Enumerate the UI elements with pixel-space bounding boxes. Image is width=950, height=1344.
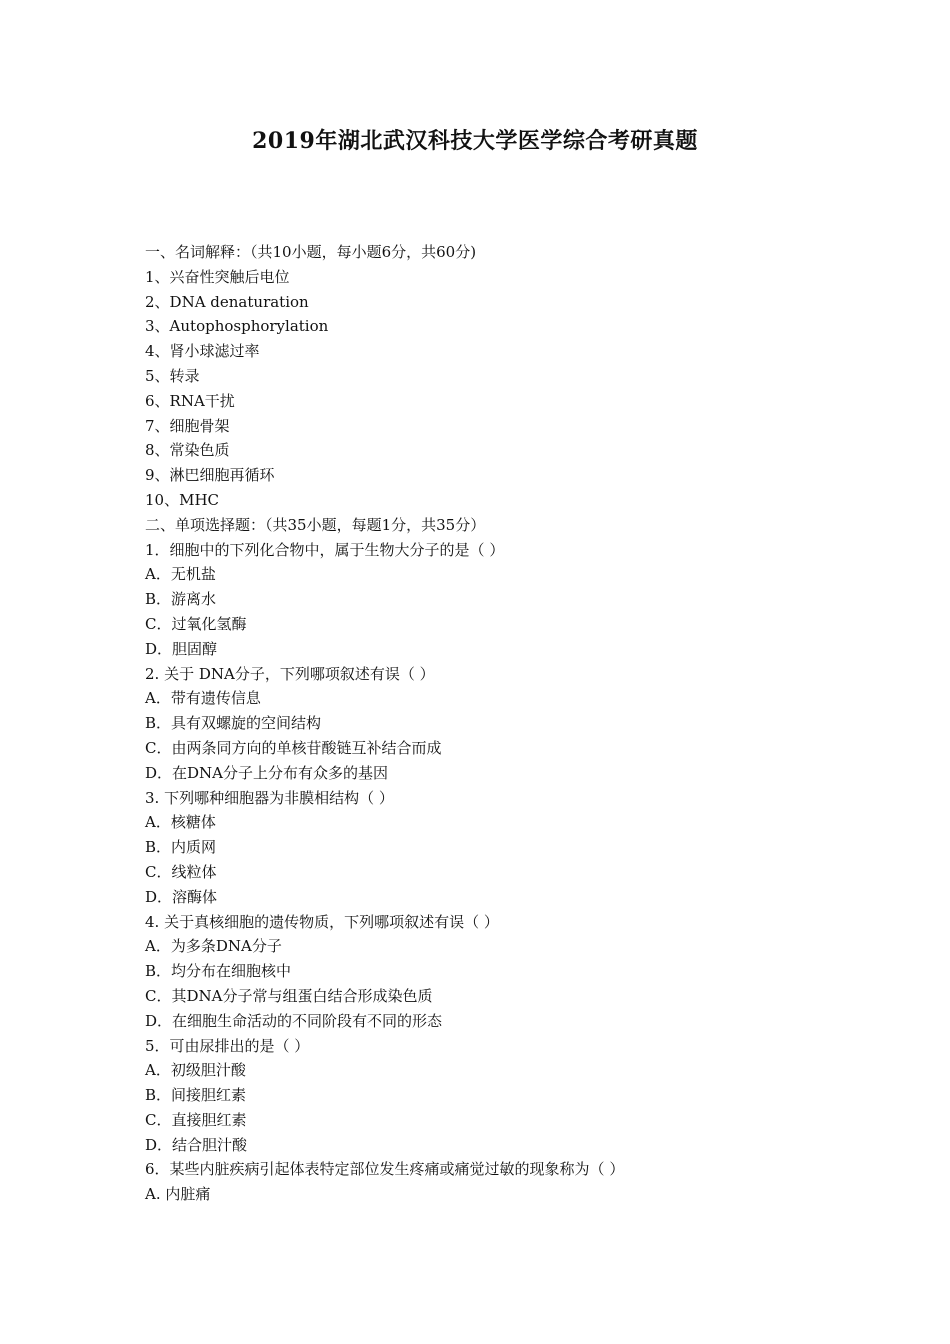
option: D．在DNA分子上分布有众多的基因 bbox=[145, 763, 389, 782]
question: 5．可由尿排出的是（ ） bbox=[145, 1036, 310, 1055]
section-heading-terms: 一、名词解释：（共10小题，每小题6分，共60分) bbox=[145, 243, 477, 261]
document-body bbox=[145, 240, 845, 1207]
term-item: 3、Autophosphorylation bbox=[145, 317, 329, 336]
option: C．直接胆红素 bbox=[145, 1110, 247, 1129]
option: C．由两条同方向的单核苷酸链互补结合而成 bbox=[145, 738, 442, 757]
term-item: 7、细胞骨架 bbox=[145, 416, 230, 435]
term-item: 1、兴奋性突触后电位 bbox=[145, 267, 290, 286]
question: 3. 下列哪种细胞器为非膜相结构（ ） bbox=[145, 788, 394, 807]
option: C．其DNA分子常与组蛋白结合形成染色质 bbox=[145, 986, 433, 1005]
option: D．在细胞生命活动的不同阶段有不同的形态 bbox=[145, 1011, 443, 1030]
term-item: 2、DNA denaturation bbox=[145, 292, 309, 311]
option: A．带有遗传信息 bbox=[145, 689, 261, 708]
term-item: 4、肾小球滤过率 bbox=[145, 342, 260, 361]
option: B．均分布在细胞核中 bbox=[145, 962, 292, 981]
option: D．胆固醇 bbox=[145, 639, 218, 658]
option: B．具有双螺旋的空间结构 bbox=[145, 714, 322, 733]
term-item: 5、转录 bbox=[145, 366, 200, 385]
option: D．溶酶体 bbox=[145, 887, 218, 906]
section-heading-choice: 二、单项选择题：（共35小题，每题1分，共35分） bbox=[145, 515, 486, 534]
option: A．初级胆汁酸 bbox=[145, 1061, 246, 1080]
option: A．核糖体 bbox=[145, 813, 216, 832]
term-item: 8、常染色质 bbox=[145, 441, 230, 460]
term-item: 10、MHC bbox=[145, 490, 220, 509]
page-title: 2019年湖北武汉科技大学医学综合考研真题 bbox=[252, 128, 698, 154]
question: 1．细胞中的下列化合物中，属于生物大分子的是（ ） bbox=[145, 540, 505, 559]
option: C．线粒体 bbox=[145, 862, 217, 881]
option: A．无机盐 bbox=[145, 565, 216, 584]
option: B．游离水 bbox=[145, 590, 217, 609]
option: C．过氧化氢酶 bbox=[145, 614, 247, 633]
option: B．内质网 bbox=[145, 838, 217, 857]
option: D．结合胆汁酸 bbox=[145, 1135, 248, 1154]
question: 6．某些内脏疾病引起体表特定部位发生疼痛或痛觉过敏的现象称为（ ） bbox=[145, 1160, 625, 1179]
question: 2. 关于 DNA分子，下列哪项叙述有误（ ） bbox=[145, 664, 435, 683]
option: A. 内脏痛 bbox=[145, 1185, 211, 1204]
option: A．为多条DNA分子 bbox=[145, 937, 282, 956]
option: B．间接胆红素 bbox=[145, 1086, 247, 1105]
question: 4. 关于真核细胞的遗传物质，下列哪项叙述有误（ ） bbox=[145, 912, 499, 931]
term-item: 6、RNA干扰 bbox=[145, 391, 235, 410]
term-item: 9、淋巴细胞再循环 bbox=[145, 466, 275, 485]
